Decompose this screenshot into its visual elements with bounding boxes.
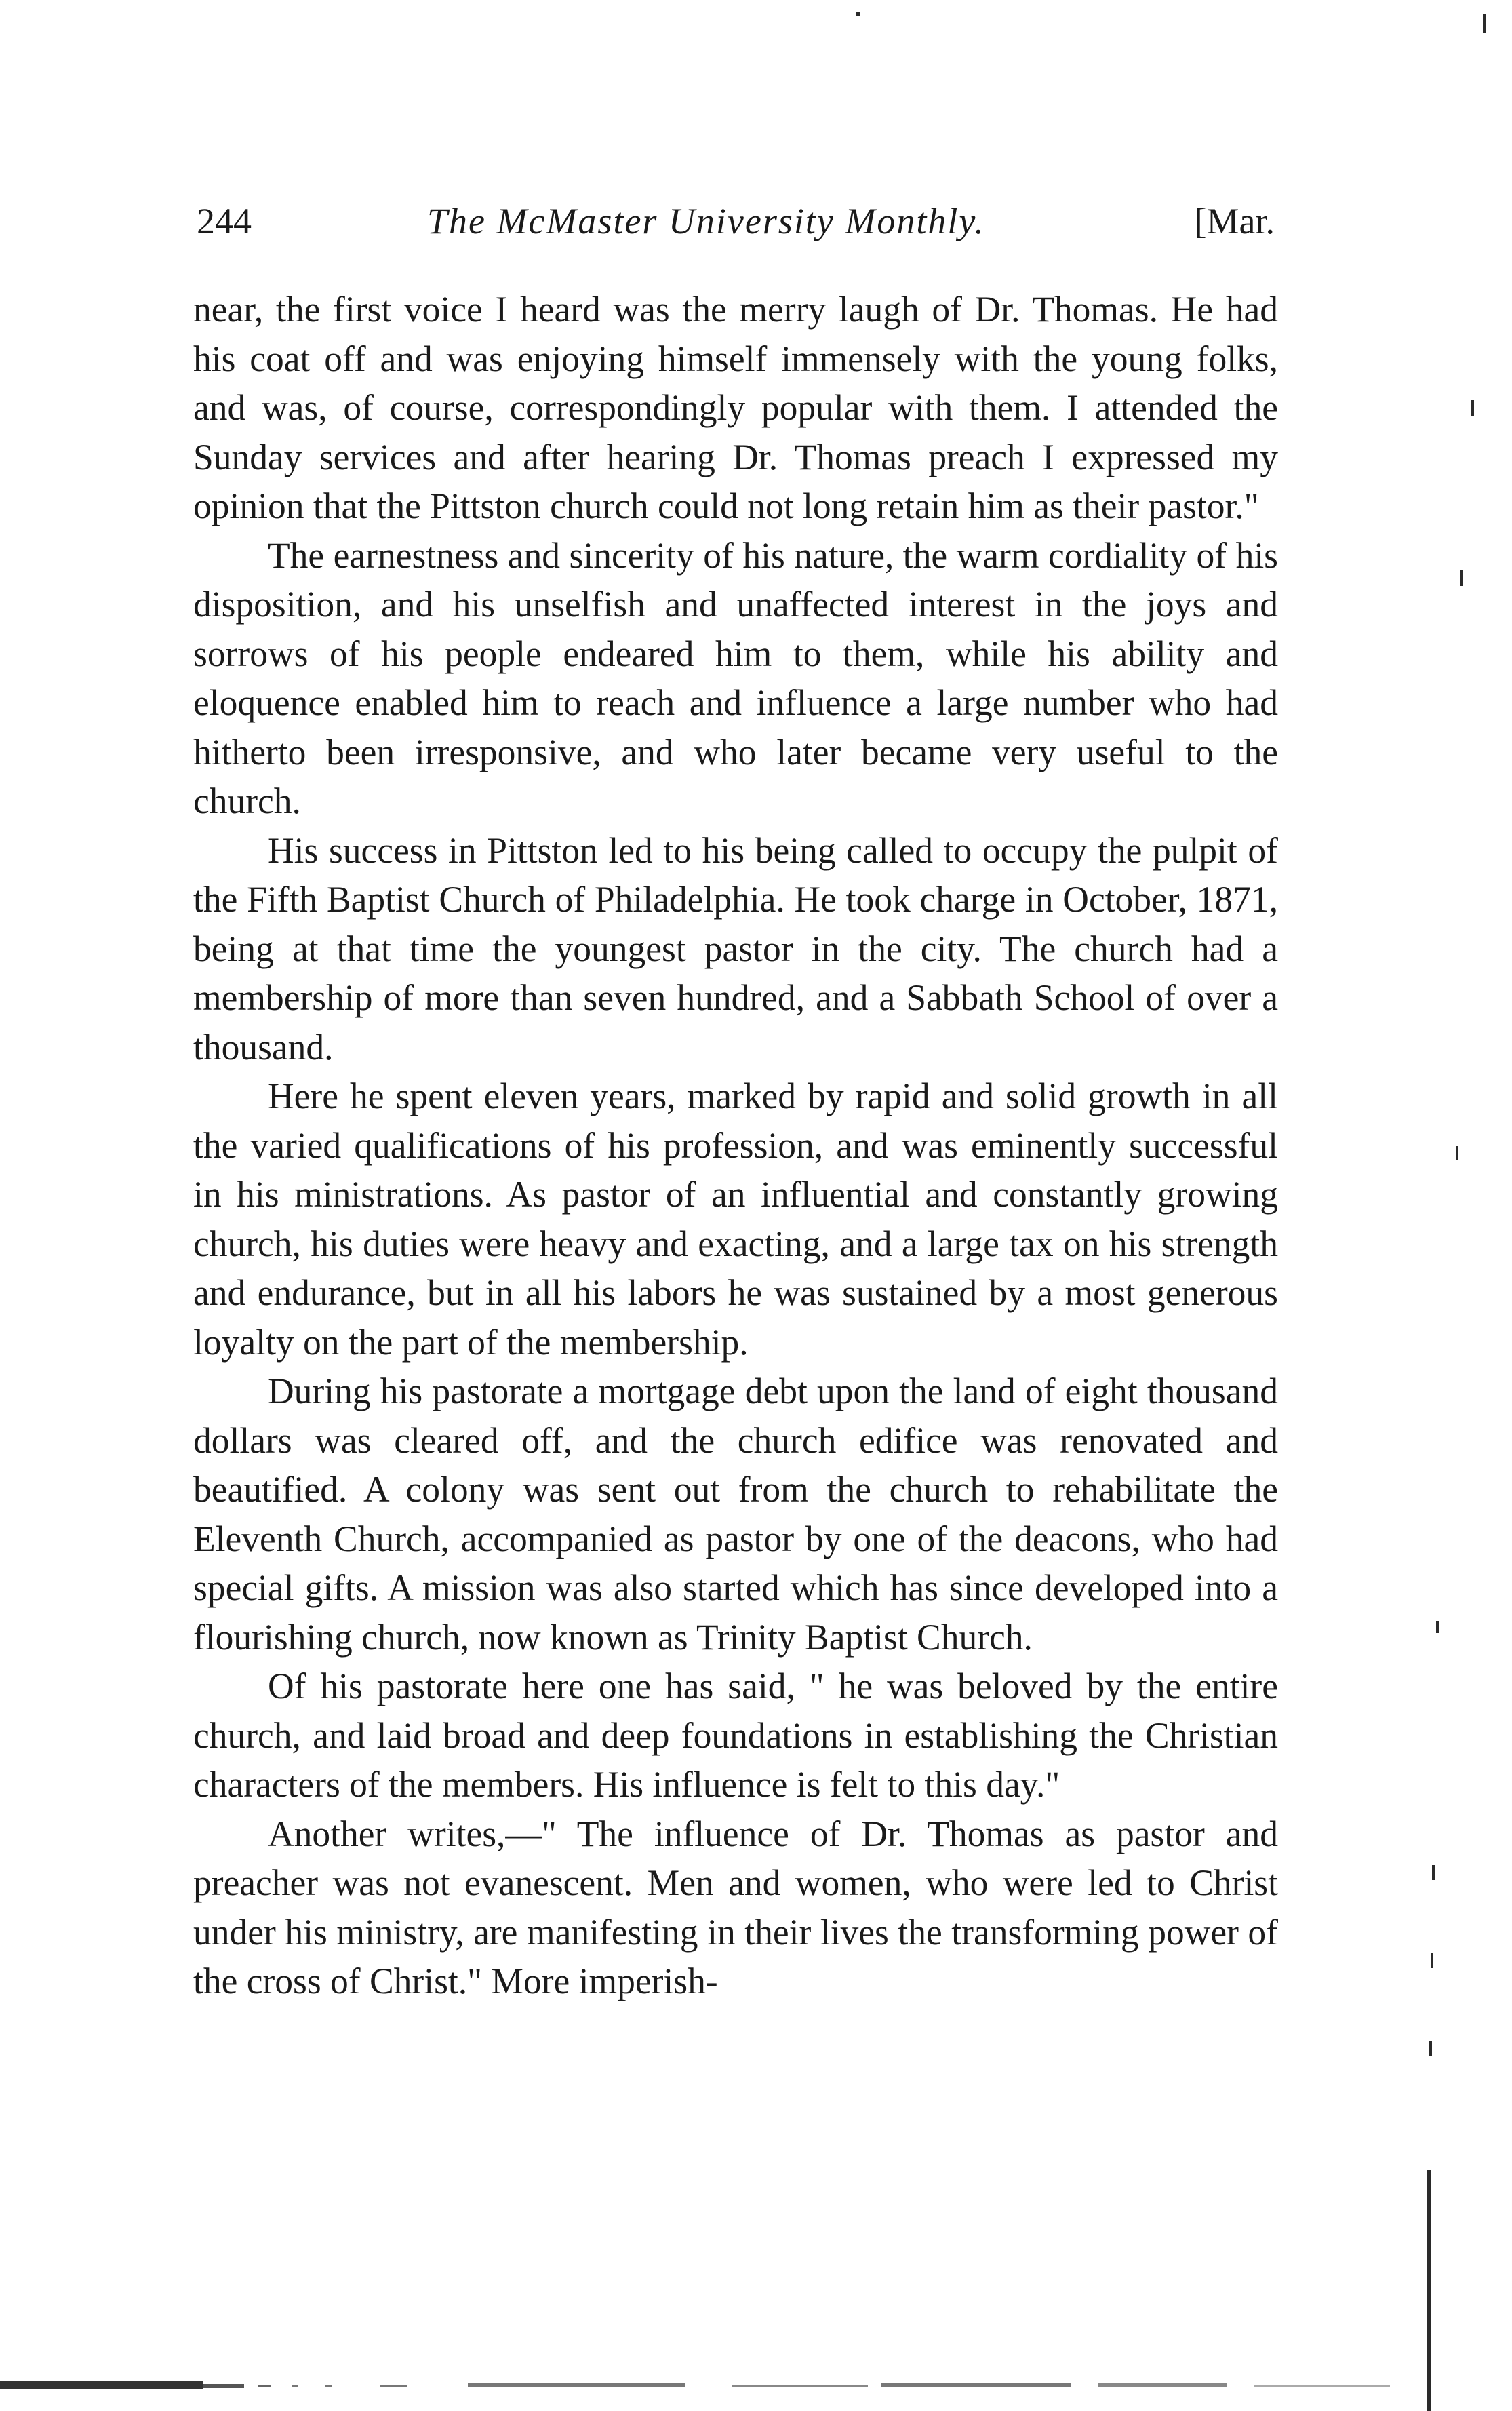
scan-speck bbox=[1431, 1953, 1433, 1968]
scan-speck bbox=[1460, 570, 1463, 586]
paragraph: Here he spent eleven years, marked by rapid and solid growth in all the varied qualifications of his profession, and was eminently successful in his ministrations. As pastor of an influential and constantly growing church, his duties were heavy and exacting, and a large tax on his strength and endurance, but in all his labors he was sustained by a most generous loyalty on the part of the membership. bbox=[193, 1076, 1278, 1363]
scan-speck bbox=[1456, 1146, 1458, 1160]
scan-speck bbox=[1432, 1865, 1435, 1880]
month-label: [Mar. bbox=[1194, 201, 1275, 241]
paragraph: The earnestness and sincerity of his nature, the warm cordiality of his disposition, and his unselfish and unaffected interest in the joys and sorrows of his people endeared him to them, while his ability and eloquence enabled him to reach and influence a large number who had hitherto been irresponsive, and who later became very useful to the church. bbox=[193, 534, 1278, 821]
paragraph: During his pastorate a mortgage debt upon the land of eight thousand dollars was cleared off, and the church edifice was renovated and beautified. A colony was sent out from the church to rehabilitate the Eleventh Church, accompanied as pastor by one of the deacons, who had special gifts. A mission was also started which has since developed into a flourishing church, now known as Trinity Baptist Church. bbox=[193, 1371, 1278, 1658]
scan-speck bbox=[1429, 2041, 1432, 2056]
scan-speck bbox=[856, 12, 860, 16]
paragraph: His success in Pittston led to his being called to occupy the pulpit of the Fifth Baptist Church of Philadelphia. He took charge in October, 1871, being at that time the youngest pastor in the city. The church had a membership of more than seven hundred, and a Sabbath School of over a thousand. bbox=[193, 829, 1278, 1067]
page-number: 244 bbox=[197, 201, 252, 241]
scan-speck bbox=[1483, 14, 1486, 33]
scan-bottom-edge bbox=[0, 2377, 1512, 2392]
running-header bbox=[197, 200, 1275, 254]
paragraph: Of his pastorate here one has said, " he was beloved by the entire church, and laid broad and deep foundations in establishing the Christian characters of the members. His influence is felt to this day." bbox=[193, 1666, 1278, 1805]
article-body bbox=[193, 285, 1278, 2006]
paragraph: near, the first voice I heard was the merry laugh of Dr. Thomas. He had his coat off and was enjoying himself immensely with the young folks, and was, of course, correspondingly popular with them. I attended the Sunday services and after hearing Dr. Thomas preach I expressed my opinion that the Pittston church could not long retain him as their pastor." bbox=[193, 289, 1278, 526]
journal-title: The McMaster University Monthly. bbox=[427, 201, 985, 241]
scan-speck bbox=[1436, 1621, 1439, 1633]
paragraph: Another writes,—" The influence of Dr. Thomas as pastor and preacher was not evanescent. Men and women, who were led to Christ under his ministry, are manifesting in their lives the transforming power of the cross of Christ." More imperish- bbox=[193, 1813, 1278, 2001]
scan-border-line bbox=[1427, 2170, 1431, 2411]
scan-speck bbox=[1471, 400, 1474, 416]
